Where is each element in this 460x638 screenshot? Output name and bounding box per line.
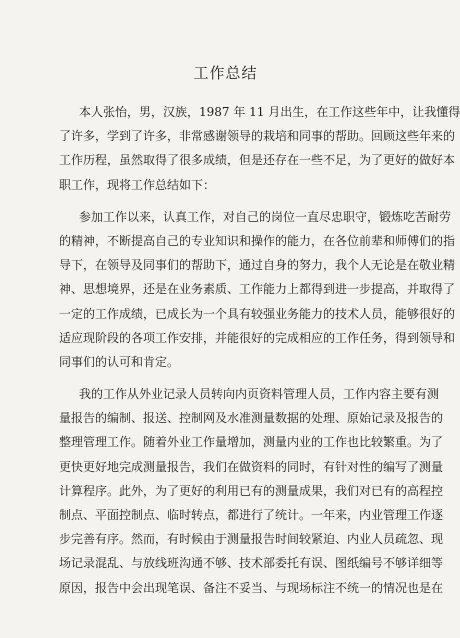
paragraph-line: 一定的工作成绩，已成长为一个具有较强业务能力的技术人员，能够很好的	[59, 306, 456, 321]
paragraph-line: 职工作，现将工作总结如下：	[59, 177, 216, 192]
paragraph-line: 的精神，不断提高自己的专业知识和操作的能力，在各位前辈和师傅们的指	[59, 233, 456, 248]
paragraph-line: 我的工作从外业记录人员转向内页资料管理人员，工作内容主要有测	[79, 387, 440, 402]
paragraph-line: 步完善有序。然而，有时候由于测量报告时间较紧迫、内业人员疏忽、现	[59, 532, 444, 547]
paragraph-work-attitude	[59, 205, 456, 374]
paragraph-line: 本人张怡，男，汉族，1987 年 11 月出生，在工作这些年中，让我懂得	[79, 105, 460, 119]
paragraph-line: 工作历程，虽然取得了很多成绩，但是还存在一些不足，为了更好的做好本	[59, 153, 456, 168]
paragraph-line: 整理管理工作。随着外业工作量增加，测量内业的工作也比较繁重。为了	[59, 435, 444, 450]
paragraph-line: 参加工作以来，认真工作，对自己的岗位一直尽忠职守，锻炼吃苦耐劳	[79, 209, 452, 224]
paragraph-line: 了许多，学到了许多，非常感谢领导的栽培和同事的帮助。回顾这些年来的	[59, 129, 456, 144]
paragraph-line: 场记录混乱、与放线班沟通不够、技术部委托有误、图纸编号不够详细等	[59, 556, 444, 571]
document-title: 工作总结	[193, 64, 258, 82]
paragraph-intro	[59, 100, 460, 197]
paragraph-line: 适应现阶段的各项工作安排，并能很好的完成相应的工作任务，得到领导和	[59, 330, 456, 345]
paragraph-line: 量报告的编制、报送、控制网及水准测量数据的处理、原始记录及报告的	[59, 411, 444, 426]
paragraph-line: 更快更好地完成测量报告，我们在做资料的同时，有针对性的编写了测量	[59, 459, 444, 474]
paragraph-line: 导下，在领导及同事们的帮助下，通过自身的努力，我个人无论是在敬业精	[59, 258, 456, 273]
paragraph-line: 原因，报告中会出现笔误、备注不妥当、与现场标注不统一的情况也是在	[59, 580, 444, 595]
document-body	[59, 100, 460, 600]
paragraph-line: 神、思想境界，还是在业务素质、工作能力上都得到进一步提高，并取得了	[59, 282, 456, 297]
paragraph-line: 制点、平面控制点、临时转点，都进行了统计。一年来，内业管理工作逐	[59, 508, 444, 522]
paragraph-line: 计算程序。此外，为了更好的利用已有的测量成果，我们对已有的高程控	[59, 483, 444, 498]
paragraph-spacer	[59, 374, 419, 382]
paragraph-job-content	[59, 382, 444, 600]
paragraph-line: 同事们的认可和肯定。	[59, 354, 180, 369]
paragraph-spacer	[59, 197, 419, 205]
